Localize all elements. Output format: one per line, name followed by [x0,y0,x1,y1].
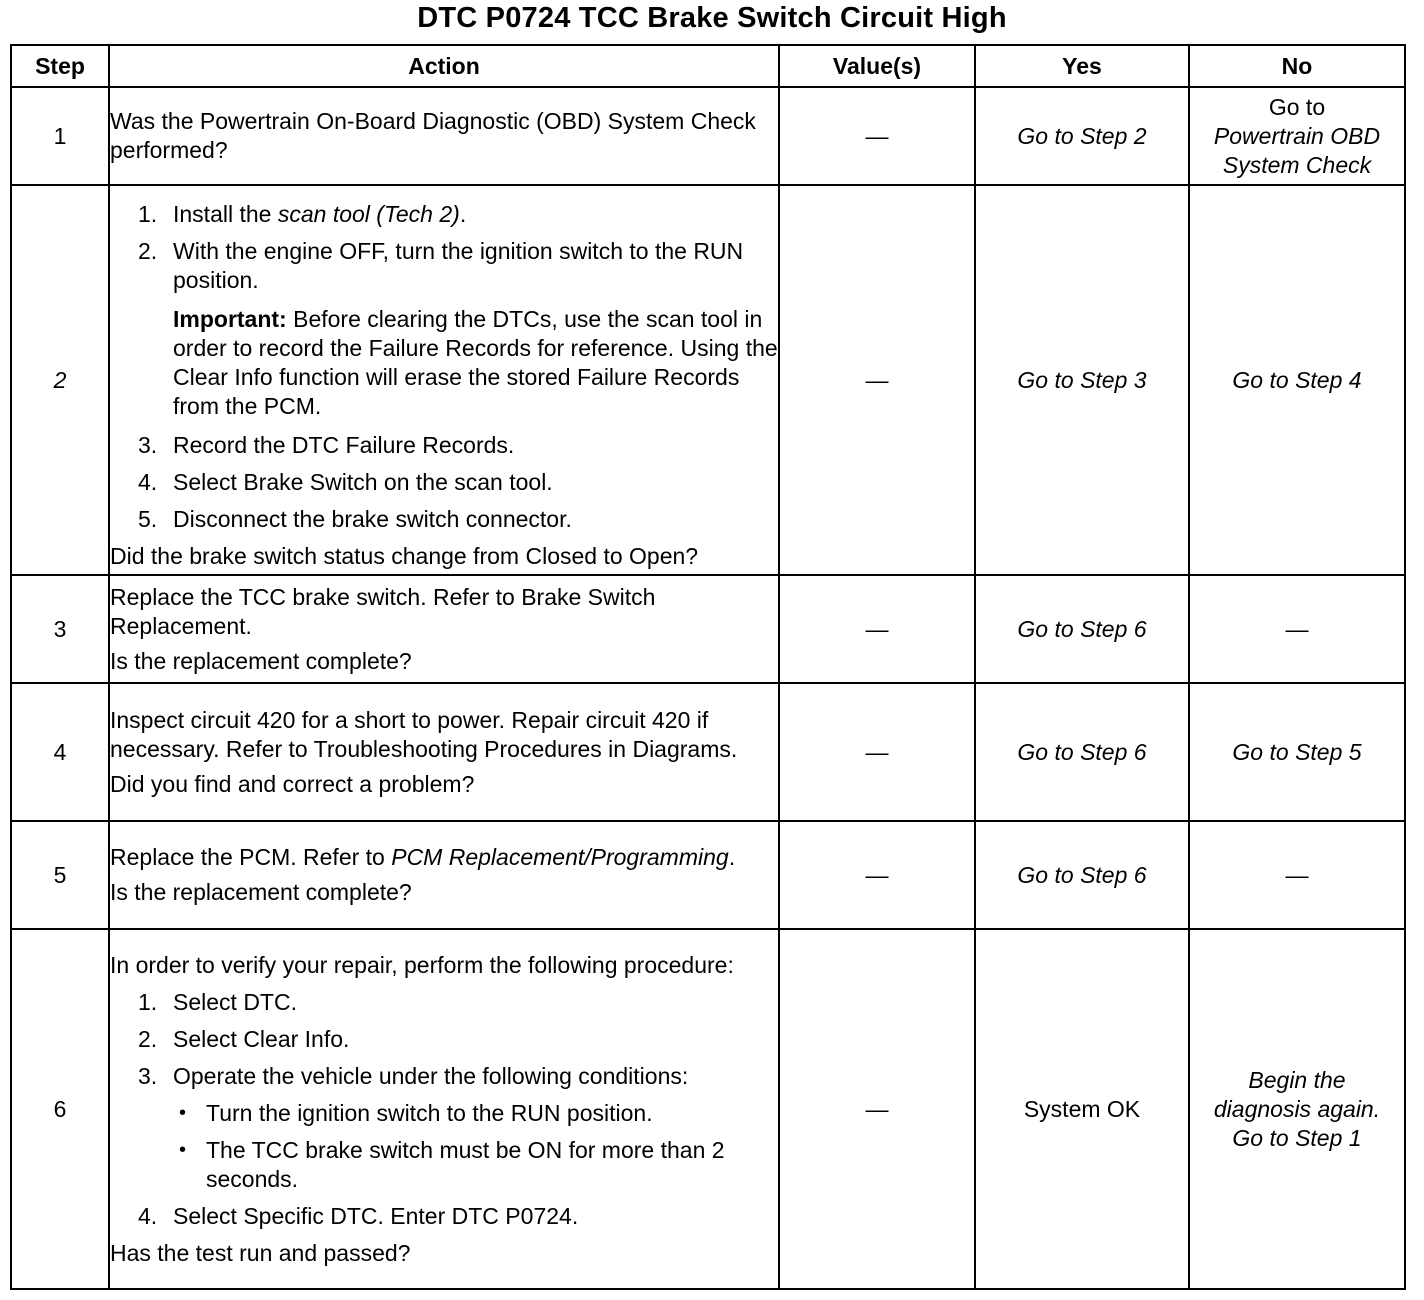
list-number: 4. [138,1202,158,1229]
bullet-icon: • [179,1138,187,1161]
diagnostic-table [10,44,1406,1290]
action-text-tail: . [728,844,736,870]
list-text: Select Clear Info. [173,1025,350,1052]
table-row [11,821,1405,929]
no-link-text: Powertrain OBD System Check [1213,122,1381,178]
action-cell [109,87,779,185]
header-values: Value(s) [779,45,975,87]
intro-text: In order to verify your repair, perform the following procedure: [110,951,734,978]
list-item [110,1025,778,1054]
action-cell [109,821,779,929]
value-cell: — [779,575,975,683]
list-emphasis: scan tool (Tech 2) [277,200,460,227]
step-number: 2 [11,185,109,575]
important-text: Before clearing the DTCs, use the scan tool in order to record the Failure Records for reference. Using the Clear Info function will erase the stored Failure Records from the PCM. [173,305,778,419]
list-text: Select Specific DTC. Enter DTC P0724. [173,1202,579,1229]
list-item [110,468,778,497]
yes-cell: Go to Step 6 [975,821,1189,929]
header-yes: Yes [975,45,1189,87]
step-number: 3 [11,575,109,683]
value-cell: — [779,185,975,575]
no-cell: Go to Step 5 [1189,683,1405,821]
value-cell: — [779,929,975,1289]
bullet-text: Turn the ignition switch to the RUN position. [206,1099,653,1126]
list-text: Record the DTC Failure Records. [173,431,515,458]
list-item [110,505,778,534]
header-action: Action [109,45,779,87]
important-label: Important: [173,305,287,332]
list-tail: . [459,200,467,227]
list-item [110,237,778,295]
action-cell [109,929,779,1289]
list-item [110,988,778,1017]
yes-cell: Go to Step 6 [975,575,1189,683]
question-text: Has the test run and passed? [110,1239,411,1266]
no-cell [1189,87,1405,185]
step-number: 6 [11,929,109,1289]
action-text-pre: Replace the PCM. Refer to [110,844,392,870]
table-row [11,683,1405,821]
no-cell: Begin the diagnosis again. Go to Step 1 [1189,929,1405,1289]
list-number: 3. [138,1062,158,1089]
step-list [110,431,778,534]
question-text: Did you find and correct a problem? [110,770,475,797]
list-text: With the engine OFF, turn the ignition switch to the RUN position. [173,237,744,293]
list-text: Select DTC. [173,988,297,1015]
table-row [11,87,1405,185]
important-note [110,305,778,421]
list-item [110,1062,778,1194]
table-row [11,929,1405,1289]
no-text: Go to [1268,93,1326,120]
action-cell [109,683,779,821]
question-text: Did the brake switch status change from Closed to Open? [110,542,699,569]
list-item [110,431,778,460]
action-cell [109,185,779,575]
list-number: 5. [138,505,158,532]
list-number: 1. [138,200,158,227]
list-text: Select Brake Switch on the scan tool. [173,468,553,495]
step-number: 5 [11,821,109,929]
action-text [110,843,778,872]
no-cell: — [1189,821,1405,929]
value-cell: — [779,821,975,929]
header-row [11,45,1405,87]
step-number: 1 [11,87,109,185]
no-cell: — [1189,575,1405,683]
step-list [110,988,778,1231]
question-text: Is the replacement complete? [110,647,412,674]
header-no: No [1189,45,1405,87]
page-title: DTC P0724 TCC Brake Switch Circuit High [417,2,1007,34]
list-number: 4. [138,468,158,495]
list-text: Install the [173,200,278,227]
step-number: 4 [11,683,109,821]
bullet-item [173,1099,778,1128]
list-number: 1. [138,988,158,1015]
action-text: Was the Powertrain On-Board Diagnostic (OBD) System Check performed? [110,108,756,163]
action-cell [109,575,779,683]
list-item [110,200,778,229]
no-cell: Go to Step 4 [1189,185,1405,575]
yes-cell: System OK [975,929,1189,1289]
yes-cell: Go to Step 3 [975,185,1189,575]
action-text: Inspect circuit 420 for a short to power. Repair circuit 420 if necessary. Refer to Troubleshooting Procedures in Diagrams. [110,706,738,762]
list-text: Operate the vehicle under the following conditions: [173,1062,689,1089]
bullet-icon: • [179,1101,187,1124]
value-cell: — [779,683,975,821]
question-text: Is the replacement complete? [110,879,412,905]
bullet-text: The TCC brake switch must be ON for more than 2 seconds. [206,1136,725,1192]
yes-cell: Go to Step 6 [975,683,1189,821]
list-number: 2. [138,237,158,264]
header-step: Step [11,45,109,87]
table-row [11,575,1405,683]
list-text: Disconnect the brake switch connector. [173,505,572,532]
list-number: 3. [138,431,158,458]
action-reference: PCM Replacement/Programming [391,844,729,870]
bullet-item [173,1136,778,1194]
list-number: 2. [138,1025,158,1052]
yes-cell: Go to Step 2 [975,87,1189,185]
table-row [11,185,1405,575]
value-cell: — [779,87,975,185]
action-text: Replace the TCC brake switch. Refer to Brake Switch Replacement. [110,583,656,639]
bullet-list [173,1099,778,1194]
step-list [110,200,778,295]
list-item [110,1202,778,1231]
